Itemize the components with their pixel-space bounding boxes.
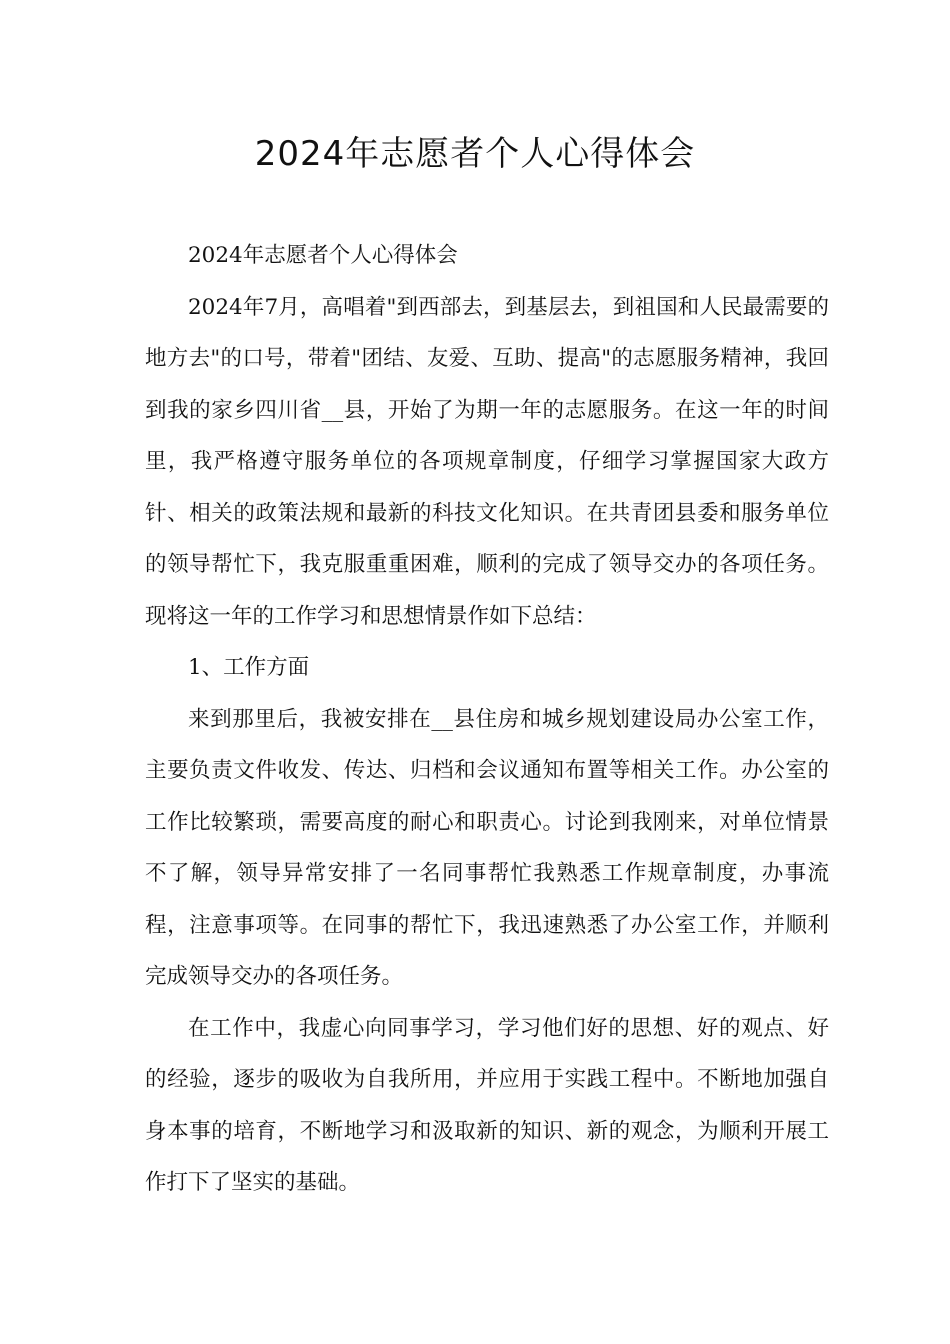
paragraph-learning: 在工作中，我虚心向同事学习，学习他们好的思想、好的观点、好的经验，逐步的吸收为自我所用，并应用于实践工程中。不断地加强自身本事的培育，不断地学习和汲取新的知识、新的观念，为顺利开展工作打下了坚实的基础。: [145, 1015, 829, 1195]
document-title: 2024年志愿者个人心得体会: [254, 134, 696, 174]
section-heading-work: 1、工作方面: [188, 655, 310, 680]
paragraph-subtitle: 2024年志愿者个人心得体会: [188, 243, 458, 268]
paragraph-intro: 2024年7月，高唱着"到西部去，到基层去，到祖国和人民最需要的地方去"的口号，带着"团结、友爱、互助、提高"的志愿服务精神，我回到我的家乡四川省__县，开始了为期一年的志愿服务。在这一年的时间里，我严格遵守服务单位的各项规章制度，仔细学习掌握国家大政方针、相关的政策法规和最新的科技文化知识。在共青团县委和服务单位的领导帮忙下，我克服重重困难，顺利的完成了领导交办的各项任务。现将这一年的工作学习和思想情景作如下总结：: [145, 294, 829, 629]
document-body: [145, 230, 829, 1209]
paragraph-work-assignment: 来到那里后，我被安排在__县住房和城乡规划建设局办公室工作，主要负责文件收发、传达、归档和会议通知布置等相关工作。办公室的工作比较繁琐，需要高度的耐心和职责心。讨论到我刚来，对单位情景不了解，领导异常安排了一名同事帮忙我熟悉工作规章制度，办事流程，注意事项等。在同事的帮忙下，我迅速熟悉了办公室工作，并顺利完成领导交办的各项任务。: [145, 706, 829, 989]
